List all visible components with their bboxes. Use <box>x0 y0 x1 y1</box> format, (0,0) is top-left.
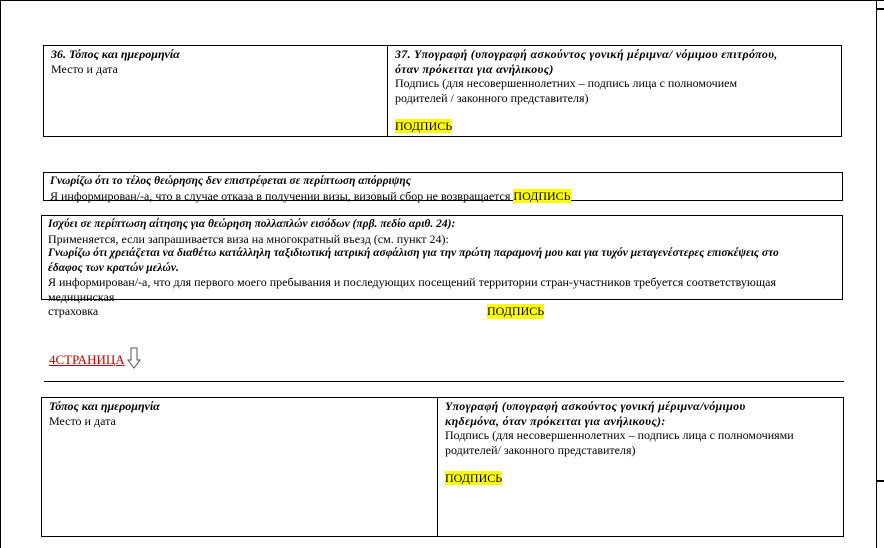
page4-signature-cell <box>438 398 844 537</box>
insurance-notice-box <box>41 215 843 318</box>
frame-left-border <box>0 0 1 548</box>
page4-place-date-cell <box>42 398 438 537</box>
arrow-down-icon <box>127 347 141 369</box>
insurance-signature-field[interactable]: ПОДПИСЬ <box>487 304 545 318</box>
fee-signature-field[interactable]: ПОДПИСЬ <box>513 188 571 203</box>
page4-signature-field[interactable]: ПОДПИСЬ <box>445 471 503 485</box>
page4-place-date-signature-table <box>41 397 844 537</box>
place-date-signature-table <box>43 45 842 137</box>
frame-mark <box>877 8 884 10</box>
page4-signature-greek-label-cont: κηδεμόνα, όταν πρόκειται για ανήλικους): <box>445 413 666 428</box>
signature-greek-label: 37. Υπογραφή (υπογραφή ασκούντος γονική μέριμνα/ νόμιμου επιτρόπου, <box>395 47 778 61</box>
insurance-greek-body-cont: έδαφος των κρατών μελών. <box>48 261 179 274</box>
frame-top-border <box>0 0 884 1</box>
place-date-cell <box>44 46 388 137</box>
fee-notice-russian: Я информирован/-а, что в случае отказа в получении визы, визовый сбор не возвращается <box>50 188 511 203</box>
signature-russian-label-cont: родителей / законного представителя) <box>395 90 589 105</box>
page4-signature-russian-label: Подпись (для несовершеннолетних – подпись лица с полномочиями <box>445 428 794 442</box>
frame-mark <box>877 480 884 482</box>
signature-greek-label-cont: όταν πρόκειται για ανήλικους) <box>395 61 554 76</box>
page-4-link[interactable]: 4СТРАНИЦА <box>49 352 125 367</box>
page4-signature-russian-label-cont: родителей/ законного представителя) <box>445 442 636 457</box>
page4-signature-greek-label: Υπογραφή (υπογραφή ασκούντος γονική μέριμνα/νόμιμου <box>445 399 746 413</box>
insurance-greek-body: Γνωρίζω ότι χρειάζεται να διαθέτω κατάλληλη ταξιδιωτική ιατρική ασφάλιση για την πρώτη παραμονή μου και για τυχόν μεταγενέστερες επισκέψεις στο <box>48 247 779 259</box>
signature-field[interactable]: ПОДПИСЬ <box>395 119 453 133</box>
page4-place-date-greek-label: Τόπος και ημερομηνία <box>49 399 160 413</box>
fee-notice-box <box>43 172 843 201</box>
insurance-russian-body-cont: страховка <box>48 304 99 318</box>
fee-notice-greek: Γνωρίζω ότι το τέλος θεώρησης δεν επιστρέφεται σε περίπτωση απόρριψης <box>50 175 411 187</box>
place-date-russian-label: Место и дата <box>51 61 118 76</box>
page4-place-date-russian-label: Место и дата <box>49 413 116 428</box>
signature-russian-label: Подпись (для несовершеннолетних – подпись лица с полномочием <box>395 76 738 90</box>
insurance-greek-title: Ισχύει σε περίπτωση αίτησης για θεώρηση πολλαπλών εισόδων (πρβ. πεδίο αριθ. 24): <box>48 218 456 230</box>
horizontal-divider <box>44 381 844 382</box>
insurance-russian-applies: Применяется, если запрашивается виза на многократный въезд (см. пункт 24): <box>48 231 449 246</box>
frame-right-border <box>876 0 877 548</box>
place-date-greek-label: 36. Τόπος και ημερομηνία <box>51 47 180 61</box>
insurance-russian-body: Я информирован/-а, что для первого моего пребывания и последующих посещений территории стран-участников требуется соответствующая медицинская <box>48 275 776 304</box>
signature-cell <box>388 46 842 137</box>
